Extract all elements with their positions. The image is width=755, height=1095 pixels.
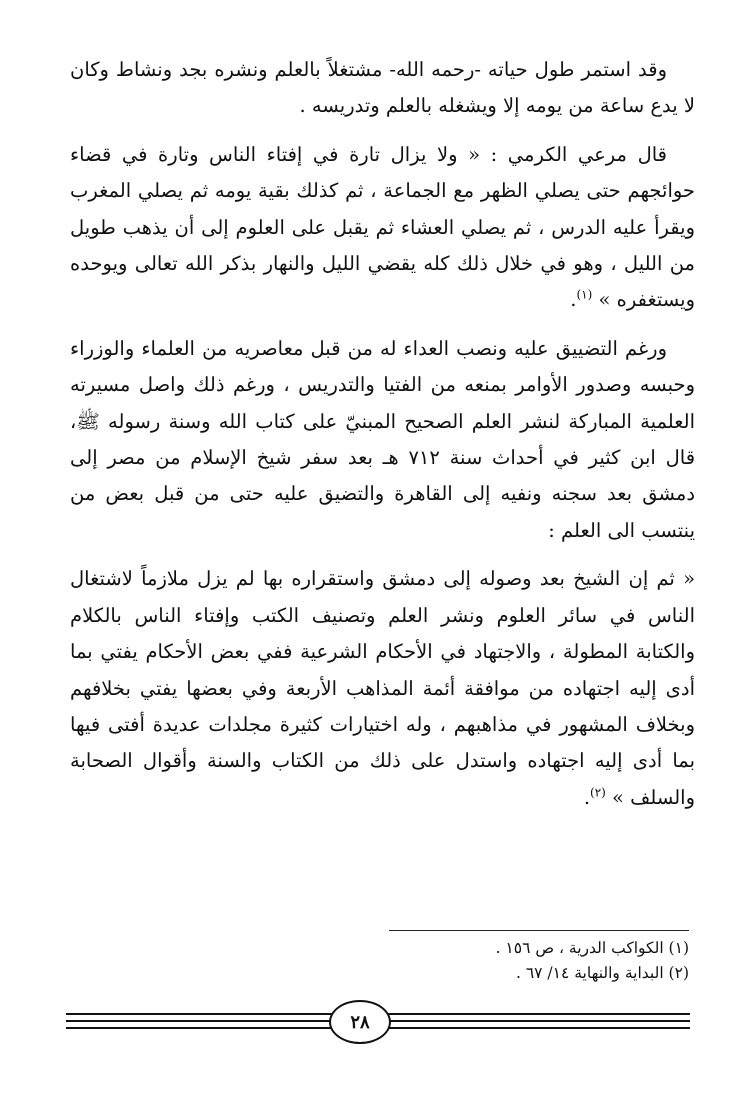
paragraph-2-text: قال مرعي الكرمي : « ولا يزال تارة في إفتاء الناس وتارة في قضاء حوائجهم حتى يصلي الظهر مع الجماعة ، ثم كذلك بقية يومه ثم يصلي المغرب ويقرأ عليه الدرس ، ثم يصلي العشاء ثم يقبل على العلوم إلى أن يذهب طويل من الليل ، وهو في خلال ذلك كله يقضي الليل والنهار بذكر الله تعالى ويوحده ويستغفره »	[70, 142, 695, 312]
paragraph-1-text: وقد استمر طول حياته -رحمه الله- مشتغلاً بالعلم ونشره بجد ونشاط وكان لا يدع ساعة من يومه إلا ويشغله بالعلم وتدريسه .	[70, 58, 695, 118]
paragraph-4-text: « ثم إن الشيخ بعد وصوله إلى دمشق واستقراره بها لم يزل ملازماً لاشتغال الناس في سائر العلوم ونشر العلم وتصنيف الكتب وإفتاء الناس بالكلام والكتابة المطولة ، والاجتهاد في الأحكام الشرعية ففي بعض الأحكام يفتي بما أدى إليه اجتهاده من موافقة أئمة المذاهب الأربعة وفي بعضها يفتي بخلافهم وبخلاف المشهور في مذاهبهم ، وله اختيارات كثيرة مجلدات عديدة أفتى فيها بما أدى إليه اجتهاده واستدل على ذلك من الكتاب والسنة وأقوال الصحابة والسلف »	[70, 567, 695, 809]
footnote-1: (١) الكواكب الدرية ، ص ١٥٦ .	[495, 939, 689, 957]
footnote-separator	[389, 930, 689, 931]
paragraph-3-text: ورغم التضييق عليه ونصب العداء له من قبل معاصريه من العلماء والوزراء وحبسه وصدور الأوامر بمنعه من الفتيا والتدريس ، ورغم ذلك واصل مسيرته العلمية المباركة لنشر العلم الصحيح المبنيّ على كتاب الله وسنة رسوله ﷺ، قال ابن كثير في أحداث سنة ٧١٢ هـ بعد سفر شيخ الإسلام من مصر إلى دمشق بعد سجنه ونفيه إلى القاهرة والتضيق عليه حتى من قبل بعض من ينتسب الى العلم :	[70, 336, 696, 542]
footnote-2: (٢) البداية والنهاية ١٤/ ٦٧ .	[515, 964, 689, 982]
page-number: ٢٨	[350, 1011, 370, 1033]
footnote-ref-1: (١)	[576, 287, 593, 302]
paragraph-4-quote	[70, 561, 695, 816]
footnote-ref-2: (٢)	[590, 785, 606, 800]
footnotes	[289, 936, 689, 986]
paragraph-2: قال مرعي الكرمي : « ولا يزال تارة في إفتاء الناس وتارة في قضاء حوائجهم حتى يصلي الظهر مع الجماعة ، ثم كذلك بقية يومه ثم يصلي المغرب ويقرأ عليه الدرس ، ثم يصلي العشاء ثم يقبل على العلوم إلى أن يذهب طويل من الليل ، وهو في خلال ذلك كله يقضي الليل والنهار بذكر الله تعالى ويوحده ويستغفره » $^{(١)}$.	[70, 142, 695, 312]
paragraph-1	[70, 52, 695, 125]
main-text	[70, 52, 695, 828]
page-number-badge	[329, 1000, 391, 1044]
paragraph-3	[70, 331, 695, 549]
paragraph-4-end: .	[583, 785, 591, 809]
